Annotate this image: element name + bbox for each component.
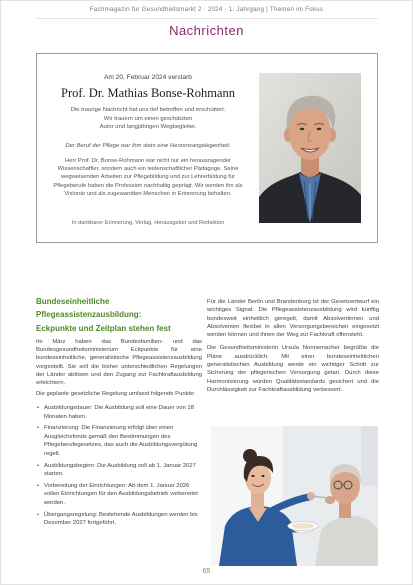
list-item: • Finanzierung: Die Finanzierung erfolgt über einen Ausgleichsfonds gemäß den Bestimmungen des Pflegeberufegesetzes, das auch die Ausbildungsvergütung regelt. (36, 424, 202, 458)
obituary-intro-line: Autor und langjährigen Wegbegleiter. (99, 124, 197, 131)
obituary-intro-line: Wir trauern um einen geschätzten (103, 115, 193, 122)
obituary-intro (42, 106, 254, 132)
page-number: 65 (202, 568, 211, 575)
article-paragraph: Für die Länder Berlin und Brandenburg ist der Gesetzentwurf ein wichtiges Signal: Die Pflegeassistenzausbildung wird künftig bundesweit einheitlich geregelt, damit Absolventinnen und Absolventen flexibel in allen Versorgungsbereichen eingesetzt werden können und ihnen der Weg zur Fachkraft offensteht. (207, 299, 379, 339)
header-divider (36, 18, 378, 19)
key-points-list (36, 404, 202, 528)
list-item: • Ausbildungsbeginn: Die Ausbildung soll ab 1. Januar 2027 starten. (36, 462, 202, 479)
obituary-body: Herr Prof. Dr. Bonse-Rohmann war nicht nur ein herausragender Wissenschaftler, sondern auch ein leidenschaftlicher Pädagoge. Seine wegweisenden Arbeiten zur Pflegebildung und zur Lehrerbildung für Pflegeberufe haben die Profession nachhaltig geprägt. Wir werden ihn als Visionär und als zugewandten Menschen in Erinnerung behalten. (53, 158, 243, 197)
article-paragraph: Die Gesundheitsministerin Ursula Nonnemacher begrüßte die Pläne ausdrücklich. Mit einer bundeseinheitlichen generalistischen Ausbildung werde ein wichtiger Schritt zur Sicherung der pflegerischen Versorgung getan. Durch diese Harmonisierung würden Qualitätsstandards gesichert und die Durchlässigkeit zur Fachkraftausbildung verbessert. (207, 345, 379, 393)
article-heading-line: Bundeseinheitliche (36, 297, 110, 306)
list-item: • Ausbildungsdauer: Die Ausbildung soll eine Dauer von 18 Monaten haben. (36, 404, 202, 421)
running-header: Fachmagazin für Gesundheitsmarkt 2 · 2024 · 1. Jahrgang | Themen im Fokus (89, 6, 324, 13)
list-item: • Übergangsregelung: Bestehende Ausbildungen werden bis Dezember 2027 fortgeführt. (36, 511, 202, 528)
obituary-name: Prof. Dr. Mathias Bonse-Rohmann (61, 86, 235, 100)
nurse-care-photo (211, 426, 378, 566)
portrait-photo (259, 73, 361, 223)
article-intro: Im März haben das Bundesfamilien- und das Bundesgesundheitsministerium Eckpunkte für eine bundeseinheitliche, generalistische Pflegeassistenzausbildung vorgestellt. Sie soll die bisher unterschiedlichen Regelungen der Länder ablösen und den Zugang zur Fachkraftausbildung erleichtern. (36, 338, 202, 387)
article-heading-line: Eckpunkte und Zeitplan stehen fest (36, 323, 171, 333)
article-left-column (36, 295, 202, 531)
obituary-closing: In dankbarer Erinnerung, Verlag, Herausgeber und Redaktion (71, 220, 225, 226)
obituary-intro-line: Die traurige Nachricht hat uns tief betroffen und erschüttert. (70, 107, 226, 113)
obituary-date-line: Am 20. Februar 2024 verstarb (104, 74, 192, 81)
article-right-column (207, 298, 379, 394)
section-title: Nachrichten (169, 23, 244, 38)
list-item: • Vorbereitung der Einrichtungen: Ab dem 1. Januar 2026 sollen Einrichtungen für den Ausbildungsbetrieb vorbereitet werden. (36, 482, 202, 508)
obituary-quote: Der Beruf der Pflege war ihm stets eine Herzensangelegenheit. (65, 143, 231, 149)
article-heading (36, 295, 202, 335)
article-heading-line: Pflegeassistenzausbildung: (36, 310, 142, 320)
obituary-box (36, 53, 378, 243)
list-lead: Die geplante gesetzliche Regelung umfasst folgende Punkte: (36, 390, 196, 397)
